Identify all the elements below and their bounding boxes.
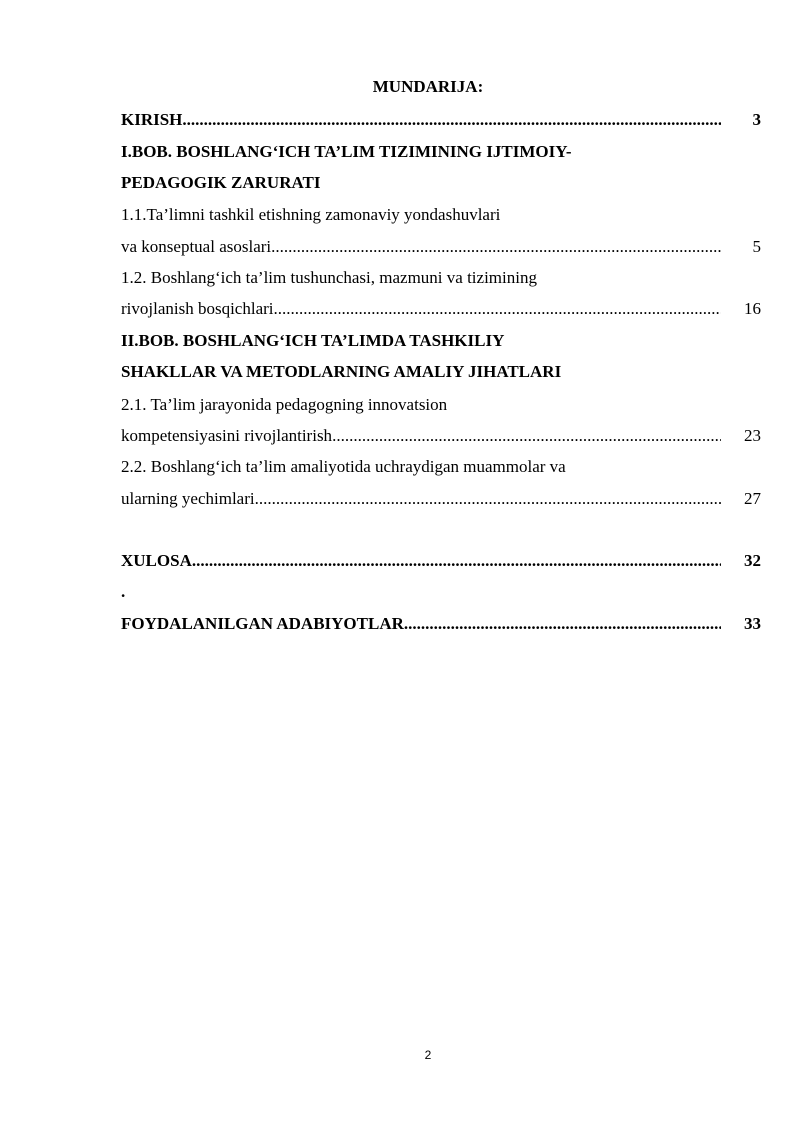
toc-entry-text: XULOSA .....	[121, 549, 721, 573]
toc-section-2-2-line-1[interactable]: 2.2. Boshlang‘ich ta’lim amaliyotida uchraydigan muammolar va	[121, 457, 566, 476]
toc-entry-page: 23	[744, 426, 761, 445]
toc-entry-adabiyotlar[interactable]	[121, 612, 761, 636]
toc-entry-page: 5	[752, 237, 761, 256]
toc-entry-kirish[interactable]	[121, 108, 761, 132]
toc-chapter-1-line-1[interactable]: I.BOB. BOSHLANG‘ICH TA’LIM TIZIMINING IJTIMOIY-	[121, 142, 572, 161]
toc-entry-text: FOYDALANILGAN ADABIYOTLAR .....	[121, 612, 721, 636]
toc-chapter-2-line-2[interactable]: SHAKLLAR VA METODLARNING AMALIY JIHATLARI	[121, 362, 562, 381]
toc-entry-page: 33	[744, 614, 761, 633]
toc-section-1-1-line-1[interactable]: 1.1.Ta’limni tashkil etishning zamonaviy yondashuvlari	[121, 205, 501, 224]
toc-entry-text: rivojlanish bosqichlari .....	[121, 297, 721, 321]
toc-entry-page: 27	[744, 489, 761, 508]
toc-entry-page: 16	[744, 299, 761, 318]
toc-entry-xulosa[interactable]	[121, 549, 761, 573]
toc-section-2-1-line-1[interactable]: 2.1. Ta’lim jarayonida pedagogning innovatsion	[121, 395, 448, 414]
toc-section-2-2[interactable]	[121, 487, 761, 511]
stray-dot: .	[121, 582, 126, 601]
page-number: 2	[424, 1048, 432, 1062]
toc-entry-text: KIRISH .....	[121, 108, 721, 132]
page-title: MUNDARIJA:	[372, 77, 484, 96]
toc-section-2-1[interactable]	[121, 424, 761, 448]
toc-entry-text: ularning yechimlari .....	[121, 487, 721, 511]
toc-section-1-2[interactable]	[121, 297, 761, 321]
toc-section-1-1[interactable]	[121, 235, 761, 259]
toc-entry-page: 32	[744, 551, 761, 570]
toc-entry-page: 3	[752, 110, 761, 129]
toc-chapter-2-line-1[interactable]: II.BOB. BOSHLANG‘ICH TA’LIMDA TASHKILIY	[121, 331, 505, 350]
toc-chapter-1-line-2[interactable]: PEDAGOGIK ZARURATI	[121, 173, 321, 192]
toc-section-1-2-line-1[interactable]: 1.2. Boshlang‘ich ta’lim tushunchasi, mazmuni va tizimining	[121, 268, 537, 287]
toc-entry-text: va konseptual asoslari .....	[121, 235, 721, 259]
toc-entry-text: kompetensiyasini rivojlantirish .....	[121, 424, 721, 448]
